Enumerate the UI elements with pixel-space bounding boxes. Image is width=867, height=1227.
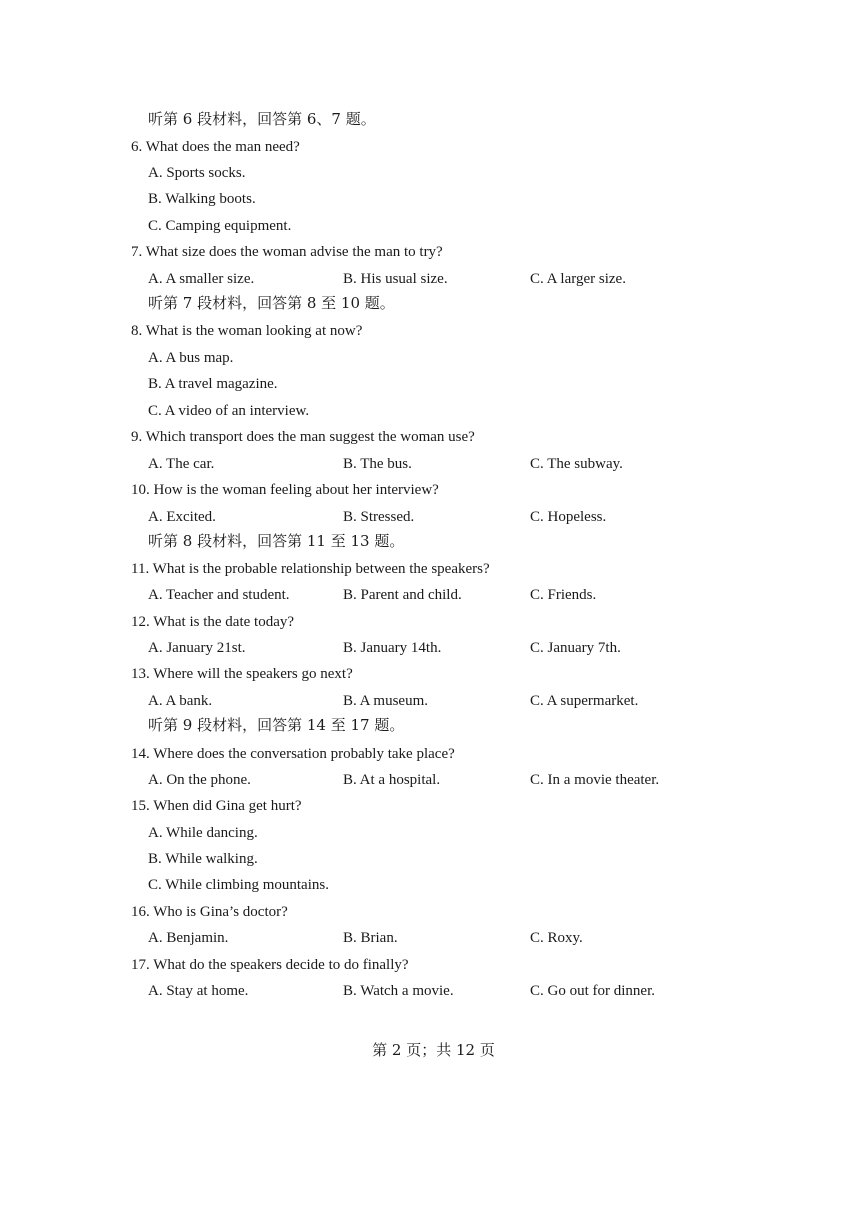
option-9c: C. The subway. [530, 456, 623, 472]
option-14a: A. On the phone. [148, 772, 251, 788]
question-16: 16. Who is Gina’s doctor? [131, 904, 288, 920]
option-11c: C. Friends. [530, 587, 597, 603]
option-13c: C. A supermarket. [530, 693, 639, 709]
question-6: 6. What does the man need? [131, 139, 300, 155]
option-15b: B. While walking. [148, 851, 258, 867]
question-11: 11. What is the probable relationship between the speakers? [131, 561, 490, 577]
option-10b: B. Stressed. [343, 509, 415, 525]
section-heading-6: 听第 6 段材料，回答第 6、7 题。 [148, 110, 376, 128]
option-17a: A. Stay at home. [148, 983, 249, 999]
question-13: 13. Where will the speakers go next? [131, 666, 353, 682]
option-15a: A. While dancing. [148, 825, 258, 841]
option-12a: A. January 21st. [148, 640, 246, 656]
option-7c: C. A larger size. [530, 271, 626, 287]
option-14b: B. At a hospital. [343, 772, 441, 788]
option-6c: C. Camping equipment. [148, 218, 292, 234]
option-17c: C. Go out for dinner. [530, 983, 655, 999]
option-9a: A. The car. [148, 456, 215, 472]
question-9: 9. Which transport does the man suggest the woman use? [131, 429, 475, 445]
option-16a: A. Benjamin. [148, 930, 229, 946]
option-13b: B. A museum. [343, 693, 429, 709]
option-13a: A. A bank. [148, 693, 213, 709]
option-8c: C. A video of an interview. [148, 403, 310, 419]
option-6b: B. Walking boots. [148, 191, 256, 207]
question-14: 14. Where does the conversation probably take place? [131, 746, 455, 762]
option-14c: C. In a movie theater. [530, 772, 660, 788]
option-7b: B. His usual size. [343, 271, 448, 287]
page-footer: 第 2 页；共 12 页 [372, 1041, 495, 1059]
question-7: 7. What size does the woman advise the man to try? [131, 244, 443, 260]
option-9b: B. The bus. [343, 456, 412, 472]
question-12: 12. What is the date today? [131, 614, 295, 630]
option-7a: A. A smaller size. [148, 271, 255, 287]
option-11b: B. Parent and child. [343, 587, 462, 603]
section-heading-9: 听第 9 段材料，回答第 14 至 17 题。 [148, 716, 405, 734]
option-17b: B. Watch a movie. [343, 983, 454, 999]
question-17: 17. What do the speakers decide to do finally? [131, 957, 409, 973]
section-heading-7: 听第 7 段材料，回答第 8 至 10 题。 [148, 294, 395, 312]
option-10c: C. Hopeless. [530, 509, 607, 525]
option-10a: A. Excited. [148, 509, 216, 525]
section-heading-8: 听第 8 段材料，回答第 11 至 13 题。 [148, 532, 405, 550]
option-16c: C. Roxy. [530, 930, 583, 946]
option-12b: B. January 14th. [343, 640, 442, 656]
option-16b: B. Brian. [343, 930, 398, 946]
option-12c: C. January 7th. [530, 640, 621, 656]
option-11a: A. Teacher and student. [148, 587, 290, 603]
option-6a: A. Sports socks. [148, 165, 246, 181]
option-8a: A. A bus map. [148, 350, 234, 366]
question-8: 8. What is the woman looking at now? [131, 323, 363, 339]
option-15c: C. While climbing mountains. [148, 877, 329, 893]
question-15: 15. When did Gina get hurt? [131, 798, 302, 814]
question-10: 10. How is the woman feeling about her interview? [131, 482, 439, 498]
option-8b: B. A travel magazine. [148, 376, 278, 392]
